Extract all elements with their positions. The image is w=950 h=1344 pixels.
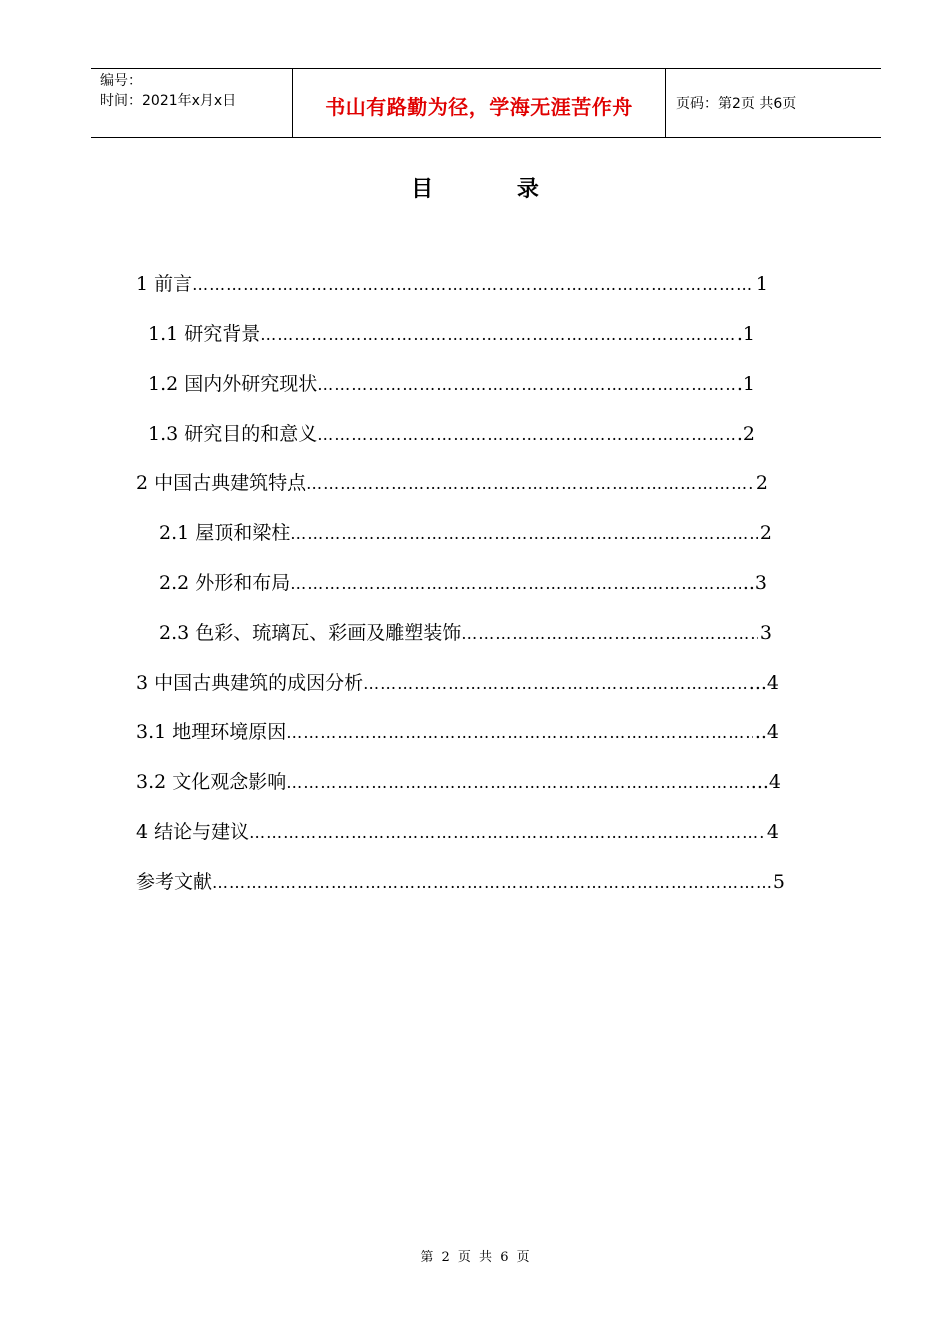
toc-entry-label: 1 前言 <box>136 273 193 295</box>
toc-entry-page: .1 <box>736 373 755 395</box>
toc-entry[interactable] <box>136 819 779 845</box>
toc-entry-label: 2.2 外形和布局 <box>159 572 291 594</box>
toc-leader-dots <box>317 372 735 398</box>
toc-entry-page: 2 <box>755 472 768 494</box>
toc-leader-dots <box>212 870 771 896</box>
toc-entry-label: 3.1 地理环境原因 <box>136 721 287 743</box>
header-left-cell <box>91 69 293 137</box>
toc-leader-dots <box>286 770 749 796</box>
toc-entry-label: 2 中国古典建筑特点 <box>136 472 307 494</box>
toc-entry[interactable] <box>136 670 779 696</box>
toc-entry[interactable] <box>148 321 755 347</box>
toc-entry-page: ..3 <box>742 572 767 594</box>
toc-entry-page: 2 <box>759 522 772 544</box>
header-motto: 书山有路勤为径，学海无涯苦作舟 <box>325 94 633 119</box>
toc-leader-dots <box>306 471 754 497</box>
toc-leader-dots <box>260 322 735 348</box>
toc-leader-dots <box>249 820 765 846</box>
toc-entry[interactable] <box>159 620 772 646</box>
toc-entry-page: ...4 <box>748 672 779 694</box>
toc-entry-page: ...4 <box>750 771 781 793</box>
toc-leader-dots <box>290 571 741 597</box>
toc-entry-label: 3 中国古典建筑的成因分析 <box>136 672 364 694</box>
document-time-label: 时间：2021年x月x日 <box>100 93 237 109</box>
toc-leader-dots <box>286 720 753 746</box>
toc-entry-page: 3 <box>759 622 772 644</box>
toc-entry[interactable] <box>159 570 767 596</box>
toc-entry-label: 2.1 屋顶和梁柱 <box>159 522 291 544</box>
toc-entry[interactable] <box>148 421 755 447</box>
header-right-cell <box>666 69 881 137</box>
toc-entry-page: .2 <box>736 423 755 445</box>
toc-entry-label: 1.2 国内外研究现状 <box>148 373 318 395</box>
toc-leader-dots <box>461 621 758 647</box>
toc-entry-page: .1 <box>736 323 755 345</box>
toc-entry-page: 5 <box>772 871 785 893</box>
toc-leader-dots <box>192 272 754 298</box>
toc-entry[interactable] <box>136 470 768 496</box>
page-footer: 第 2 页 共 6 页 <box>420 1250 530 1265</box>
toc-entry-label: 1.3 研究目的和意义 <box>148 423 318 445</box>
toc-entry-label: 3.2 文化观念影响 <box>136 771 287 793</box>
toc-leader-dots <box>290 521 758 547</box>
document-number-label: 编号： <box>100 73 142 89</box>
toc-entry-label: 参考文献 <box>136 871 213 893</box>
toc-entry[interactable] <box>148 371 755 397</box>
toc-entry-label: 2.3 色彩、琉璃瓦、彩画及雕塑装饰 <box>159 622 462 644</box>
toc-leader-dots <box>363 671 747 697</box>
toc-entry-page: 1 <box>755 273 768 295</box>
page-header <box>91 68 881 138</box>
toc-entry[interactable] <box>136 271 768 297</box>
toc-entry[interactable] <box>136 869 785 895</box>
toc-entry[interactable] <box>136 719 779 745</box>
toc-entry[interactable] <box>159 520 772 546</box>
toc-leader-dots <box>317 422 735 448</box>
header-page-info: 页码：第2页 共6页 <box>676 96 797 112</box>
toc-entry-page: ..4 <box>754 721 779 743</box>
header-middle-cell <box>293 69 666 137</box>
toc-entry-page: 4 <box>766 821 779 843</box>
toc-entry[interactable] <box>136 769 781 795</box>
toc-title: 目 录 <box>411 177 577 202</box>
toc-entry-label: 4 结论与建议 <box>136 821 250 843</box>
toc-entry-label: 1.1 研究背景 <box>148 323 261 345</box>
